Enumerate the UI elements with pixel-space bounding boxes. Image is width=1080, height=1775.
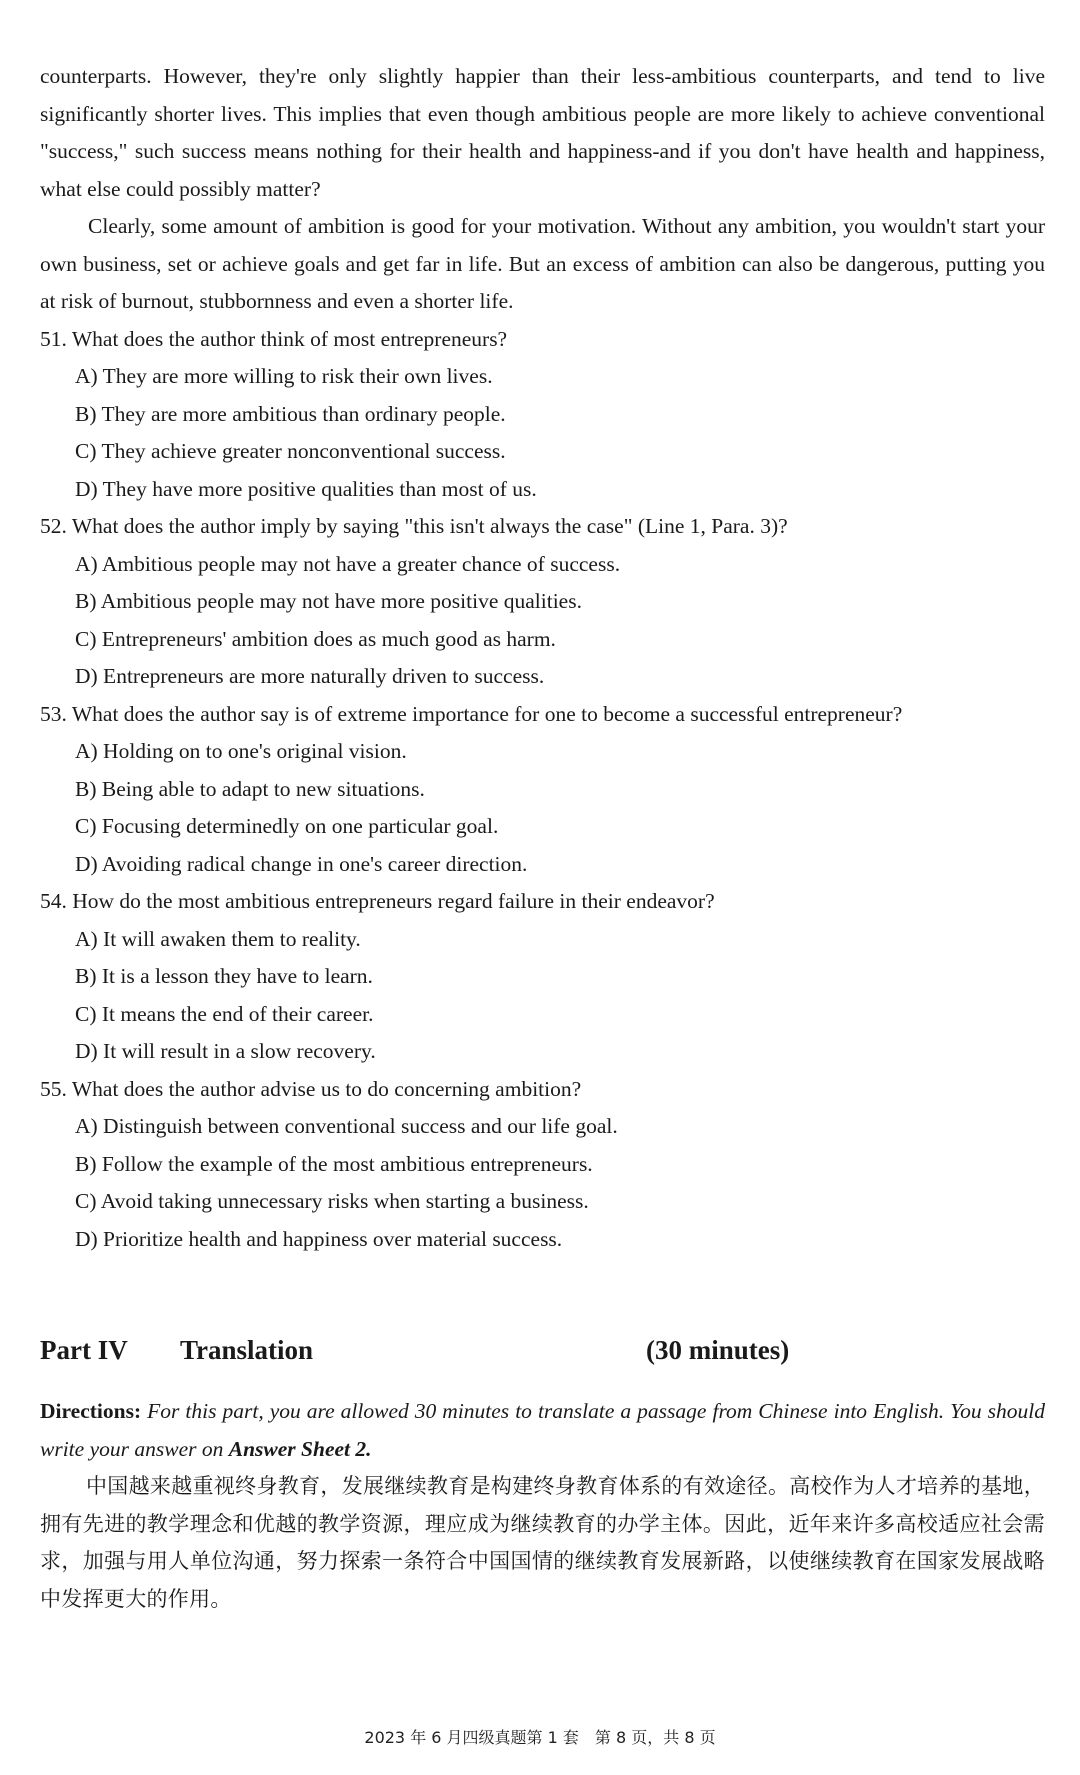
option-d: D) Prioritize health and happiness over material success. [75, 1226, 563, 1251]
option-a: A) They are more willing to risk their own lives. [75, 364, 493, 388]
option-a: A) Holding on to one's original vision. [75, 739, 407, 763]
option-c: C) They achieve greater nonconventional success. [75, 439, 506, 463]
directions [40, 1393, 1045, 1468]
question-55 [40, 1071, 1045, 1259]
option-a: A) Distinguish between conventional success and our life goal. [75, 1114, 618, 1138]
question-53 [40, 696, 1045, 884]
question-stem: 55. What does the author advise us to do concerning ambition? [40, 1076, 582, 1101]
option-c: C) It means the end of their career. [75, 1001, 374, 1026]
passage-paragraph: counterparts. However, they're only slightly happier than their less-ambitious counterparts, and tend to live significantly shorter lives. This implies that even though ambitious people are more likely to achieve conventional "success," such success means nothing for their health and happiness-and if you don't have health and happiness, what else could possibly matter? [40, 64, 1045, 201]
passage-paragraph: Clearly, some amount of ambition is good for your motivation. Without any ambition, you wouldn't start your own business, set or achieve goals and get far in life. But an excess of ambition can also be dangerous, putting you at risk of burnout, stubbornness and even a shorter life. [40, 214, 1045, 313]
option-d: D) Avoiding radical change in one's career direction. [75, 851, 528, 876]
option-c: C) Entrepreneurs' ambition does as much good as harm. [75, 626, 556, 651]
directions-label: Directions: [40, 1399, 142, 1423]
option-b: B) It is a lesson they have to learn. [75, 964, 373, 988]
option-d: D) Entrepreneurs are more naturally driven to success. [75, 664, 545, 688]
option-b: B) Ambitious people may not have more positive qualities. [75, 589, 582, 613]
reading-section [40, 58, 1045, 1258]
part-number: Part IV [40, 1335, 128, 1365]
option-b: B) Follow the example of the most ambitious entrepreneurs. [75, 1151, 593, 1176]
answer-sheet-reference: Answer Sheet 2. [228, 1436, 372, 1461]
question-stem: 51. What does the author think of most entrepreneurs? [40, 326, 508, 351]
question-stem: 52. What does the author imply by saying "this isn't always the case" (Line 1, Para. 3)? [40, 514, 788, 538]
option-d: D) They have more positive qualities than most of us. [75, 476, 537, 501]
page-footer: 2023 年 6 月四级真题第 1 套 第 8 页，共 8 页 [364, 1728, 716, 1747]
option-d: D) It will result in a slow recovery. [75, 1039, 376, 1063]
question-stem: 54. How do the most ambitious entrepreneurs regard failure in their endeavor? [40, 889, 715, 913]
question-52 [40, 508, 1045, 696]
option-b: B) They are more ambitious than ordinary people. [75, 401, 506, 426]
option-b: B) Being able to adapt to new situations. [75, 776, 425, 801]
directions-text: For this part, you are allowed 30 minutes to translate a passage from Chinese into English. You should write your answer on [40, 1399, 1046, 1461]
option-a: A) It will awaken them to reality. [75, 926, 361, 951]
option-a: A) Ambitious people may not have a greater chance of success. [75, 551, 621, 576]
question-51 [40, 321, 1045, 509]
question-54 [40, 883, 1045, 1071]
part-time: (30 minutes) [646, 1335, 790, 1365]
part-title: Translation [180, 1335, 314, 1365]
part-heading [40, 1330, 1045, 1370]
chinese-passage: 中国越来越重视终身教育，发展继续教育是构建终身教育体系的有效途径。高校作为人才培养的基地，拥有先进的教学理念和优越的教学资源，理应成为继续教育的办学主体。因此，近年来许多高校适应社会需求，加强与用人单位沟通，努力探索一条符合中国国情的继续教育发展新路，以使继续教育在国家发展战略中发挥更大的作用。 [40, 1474, 1045, 1611]
question-stem: 53. What does the author say is of extreme importance for one to become a successful entrepreneur? [40, 701, 903, 726]
option-c: C) Avoid taking unnecessary risks when starting a business. [75, 1189, 589, 1213]
option-c: C) Focusing determinedly on one particular goal. [75, 814, 499, 838]
